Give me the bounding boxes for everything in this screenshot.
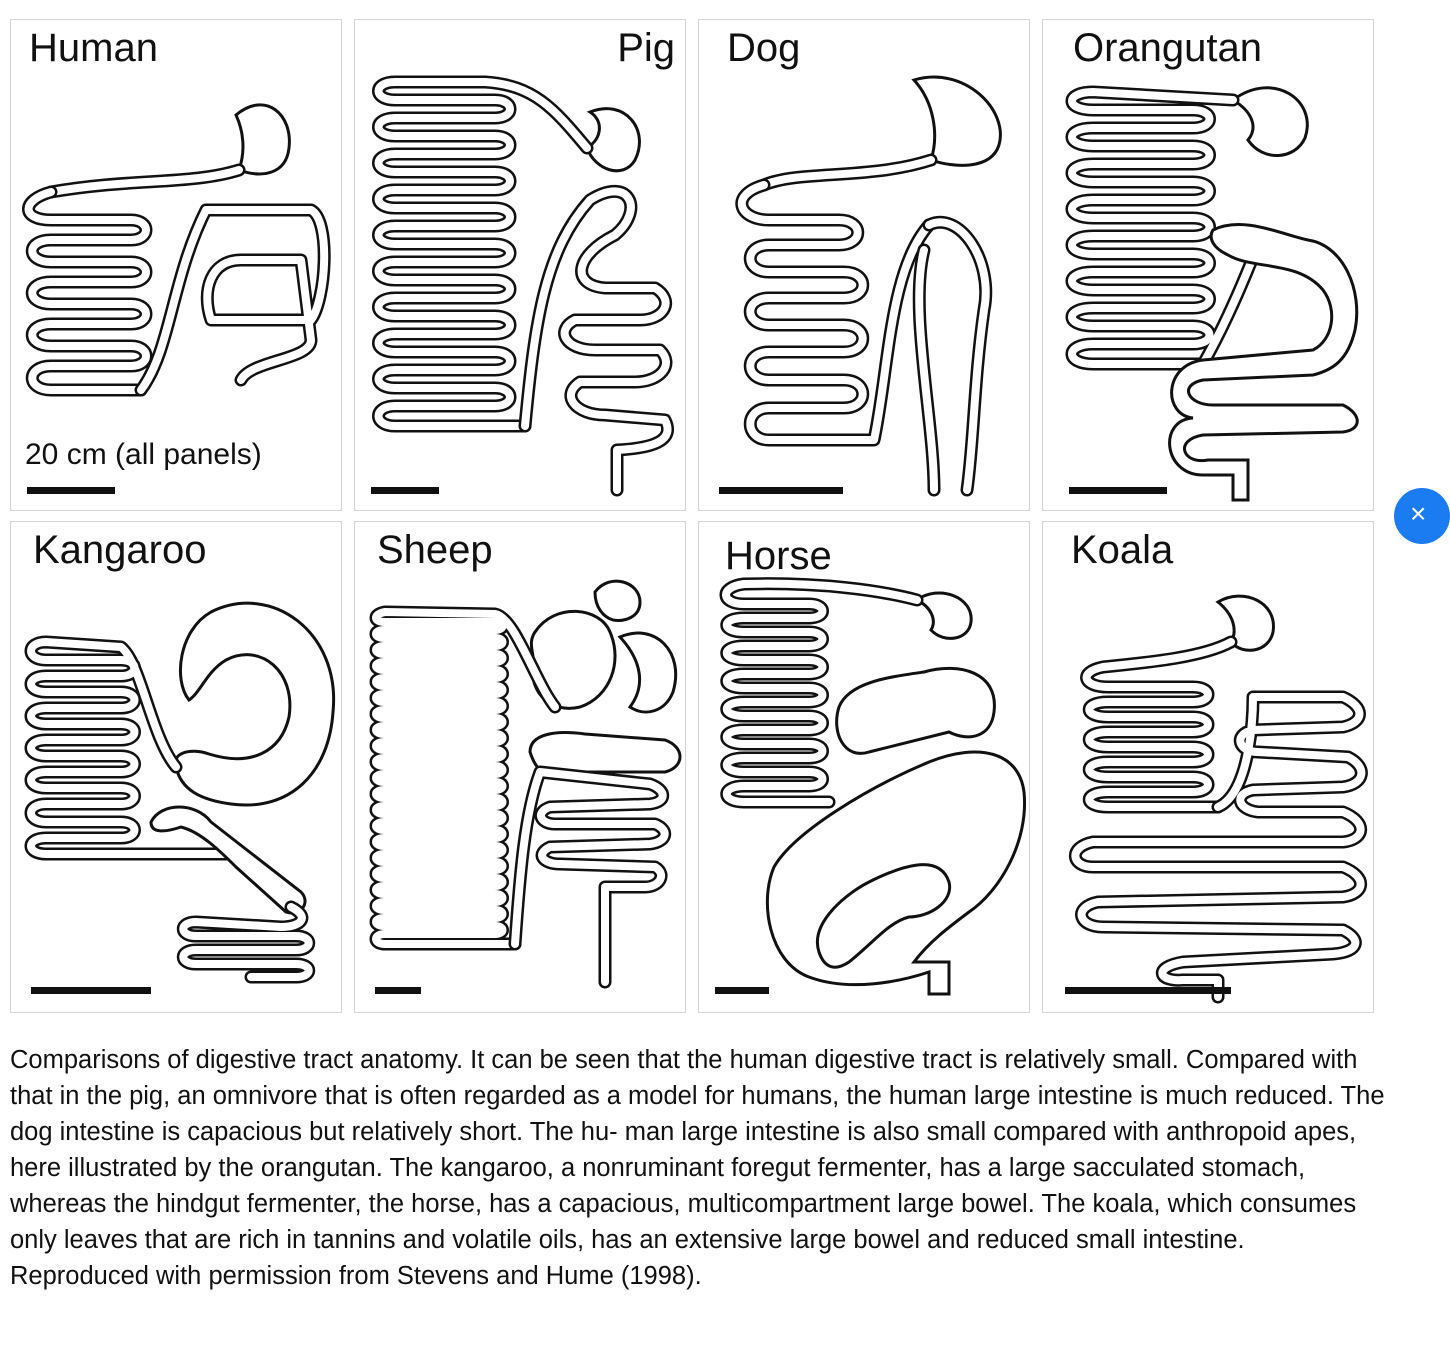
scale-bar-kangaroo (31, 987, 151, 994)
panel-pig (354, 19, 686, 511)
scale-bar-dog (719, 487, 843, 494)
close-button[interactable] (1394, 488, 1450, 544)
scale-bar-orangutan (1069, 487, 1167, 494)
horse-stomach (917, 593, 971, 638)
kangaroo-tract-drawing (11, 522, 343, 1014)
dog-tract-drawing (699, 20, 1031, 512)
dog-stomach (914, 77, 1000, 165)
sheep-tract-drawing (355, 522, 687, 1014)
panel-koala (1042, 521, 1374, 1013)
panel-label-human: Human (29, 26, 158, 70)
close-icon: × (1410, 498, 1427, 529)
panel-label-sheep: Sheep (377, 528, 493, 572)
panel-horse (698, 521, 1030, 1013)
panel-sheep (354, 521, 686, 1013)
digestive-tract-figure (10, 19, 1376, 1013)
panel-label-koala: Koala (1071, 528, 1174, 572)
scale-bar-horse (715, 987, 769, 994)
panel-kangaroo (10, 521, 342, 1013)
panel-orangutan (1042, 19, 1374, 511)
panel-label-orangutan: Orangutan (1073, 26, 1263, 70)
orangutan-tract-drawing (1043, 20, 1375, 512)
horse-caecum (837, 668, 995, 753)
pig-tract-drawing (355, 20, 687, 512)
human-large-intestine (141, 210, 324, 390)
scale-note: 20 cm (all panels) (25, 438, 262, 471)
panel-label-pig: Pig (617, 26, 675, 70)
pig-stomach (587, 109, 639, 171)
sheep-reticulum (595, 581, 640, 620)
sheep-caecum (530, 733, 680, 773)
scale-bar-pig (371, 487, 439, 494)
scale-bar-sheep (375, 987, 421, 994)
scale-bar-koala (1065, 987, 1231, 994)
sheep-abomasum (620, 633, 676, 712)
panel-label-kangaroo: Kangaroo (33, 528, 207, 572)
koala-tract-drawing (1043, 522, 1375, 1014)
kangaroo-sacculated-stomach (175, 603, 333, 805)
human-stomach (236, 105, 289, 174)
figure-caption: Comparisons of digestive tract anatomy. It can be seen that the human digestive tract is relatively small. Compared with that in the pig, an omnivore that is often regarded as a model for humans, the human large intestine is much reduced. The dog intestine is capacious but relatively short. The hu- man large intestine is also small compared with anthropoid apes, here illustrated by the orangutan. The kangaroo, a nonruminant foregut fermenter, has a large sacculated stomach, whereas the hindgut fermenter, the horse, has a capacious, multicompartment large bowel. The koala, which consumes only leaves that are rich in tannins and volatile oils, has an extensive large bowel and reduced small intestine. Reproduced with permission from Stevens and Hume (1998). (10, 1046, 1385, 1290)
panel-human (10, 19, 342, 511)
horse-tract-drawing (699, 522, 1031, 1014)
scale-bar-human (27, 487, 115, 494)
orangutan-stomach (1233, 88, 1307, 156)
panel-label-horse: Horse (725, 534, 832, 578)
panel-dog (698, 19, 1030, 511)
panel-label-dog: Dog (727, 26, 801, 70)
